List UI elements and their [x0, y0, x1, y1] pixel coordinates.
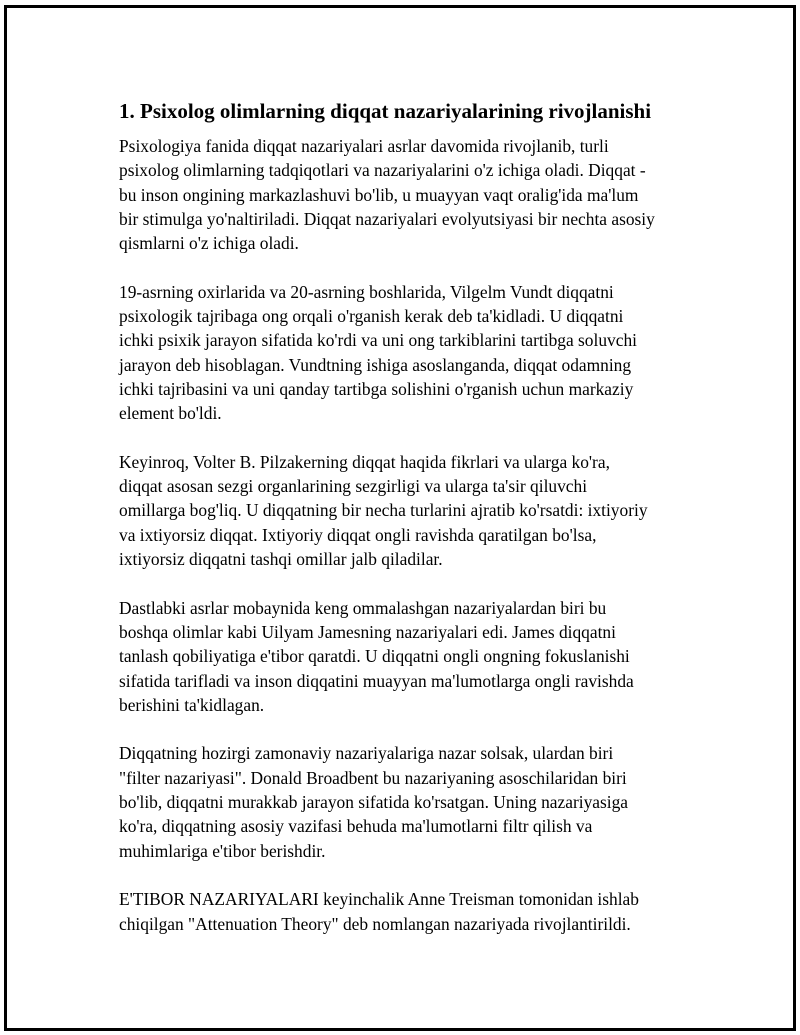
document-body	[119, 98, 699, 960]
page-frame	[4, 5, 796, 1031]
paragraph-4: Dastlabki asrlar mobaynida keng ommalashgan nazariyalardan biri bu boshqa olimlar kabi Uilyam Jamesning nazariyalari edi. James diqqatni tanlash qobiliyatiga e'tibor qaratdi. U diqqatni ongli ongning fokuslanishi sifatida tarifladi va inson diqqatini muayyan ma'lumotlarga ongli ravishda berishini ta'kidlagan.	[119, 597, 634, 715]
paragraph-3: Keyinroq, Volter B. Pilzakerning diqqat haqida fikrlari va ularga ko'ra, diqqat asosan sezgi organlarining sezgirligi va ularga ta'sir qiluvchi omillarga bog'liq. U diqqatning bir necha turlarini ajratib ko'rsatdi: ixtiyoriy va ixtiyorsiz diqqat. Ixtiyoriy diqqat ongli ravishda qaratilgan bo'lsa, ixtiyorsiz diqqatni tashqi omillar jalb qiladilar.	[119, 451, 648, 570]
paragraph-5: Diqqatning hozirgi zamonaviy nazariyalariga nazar solsak, ulardan biri "filter nazariyasi". Donald Broadbent bu nazariyaning asoschilaridan biri bo'lib, diqqatni murakkab jarayon sifatida ko'rsatgan. Uning nazariyasiga ko'ra, diqqatning asosiy vazifasi behuda ma'lumotlarni filtr qilish va muhimlariga e'tibor berishdir.	[119, 743, 628, 861]
document-title: 1. Psixolog olimlarning diqqat nazariyalarining rivojlanishi	[119, 99, 652, 123]
paragraph-1: Psixologiya fanida diqqat nazariyalari asrlar davomida rivojlanib, turli psixolog olimlarning tadqiqotlari va nazariyalarini o'z ichiga oladi. Diqqat - bu inson ongining markazlashuvi bo'lib, u muayyan vaqt oralig'ida ma'lum bir stimulga yo'naltiriladi. Diqqat nazariyalari evolyutsiyasi bir nechta asosiy qismlarni o'z ichiga oladi.	[119, 136, 655, 254]
paragraph-6: E'TIBOR NAZARIYALARI keyinchalik Anne Treisman tomonidan ishlab chiqilgan "Attenuation Theory" deb nomlangan nazariyada rivojlantirildi.	[119, 889, 639, 934]
paragraph-2: 19-asrning oxirlarida va 20-asrning boshlarida, Vilgelm Vundt diqqatni psixologik tajribaga ong orqali o'rganish kerak deb ta'kidladi. U diqqatni ichki psixik jarayon sifatida ko'rdi va uni ong tarkiblarini tartibga soluvchi jarayon deb hisoblagan. Vundtning ishiga asoslanganda, diqqat odamning ichki tajribasini va uni qanday tartibga solishini o'rganish uchun markaziy element bo'ldi.	[119, 281, 637, 424]
